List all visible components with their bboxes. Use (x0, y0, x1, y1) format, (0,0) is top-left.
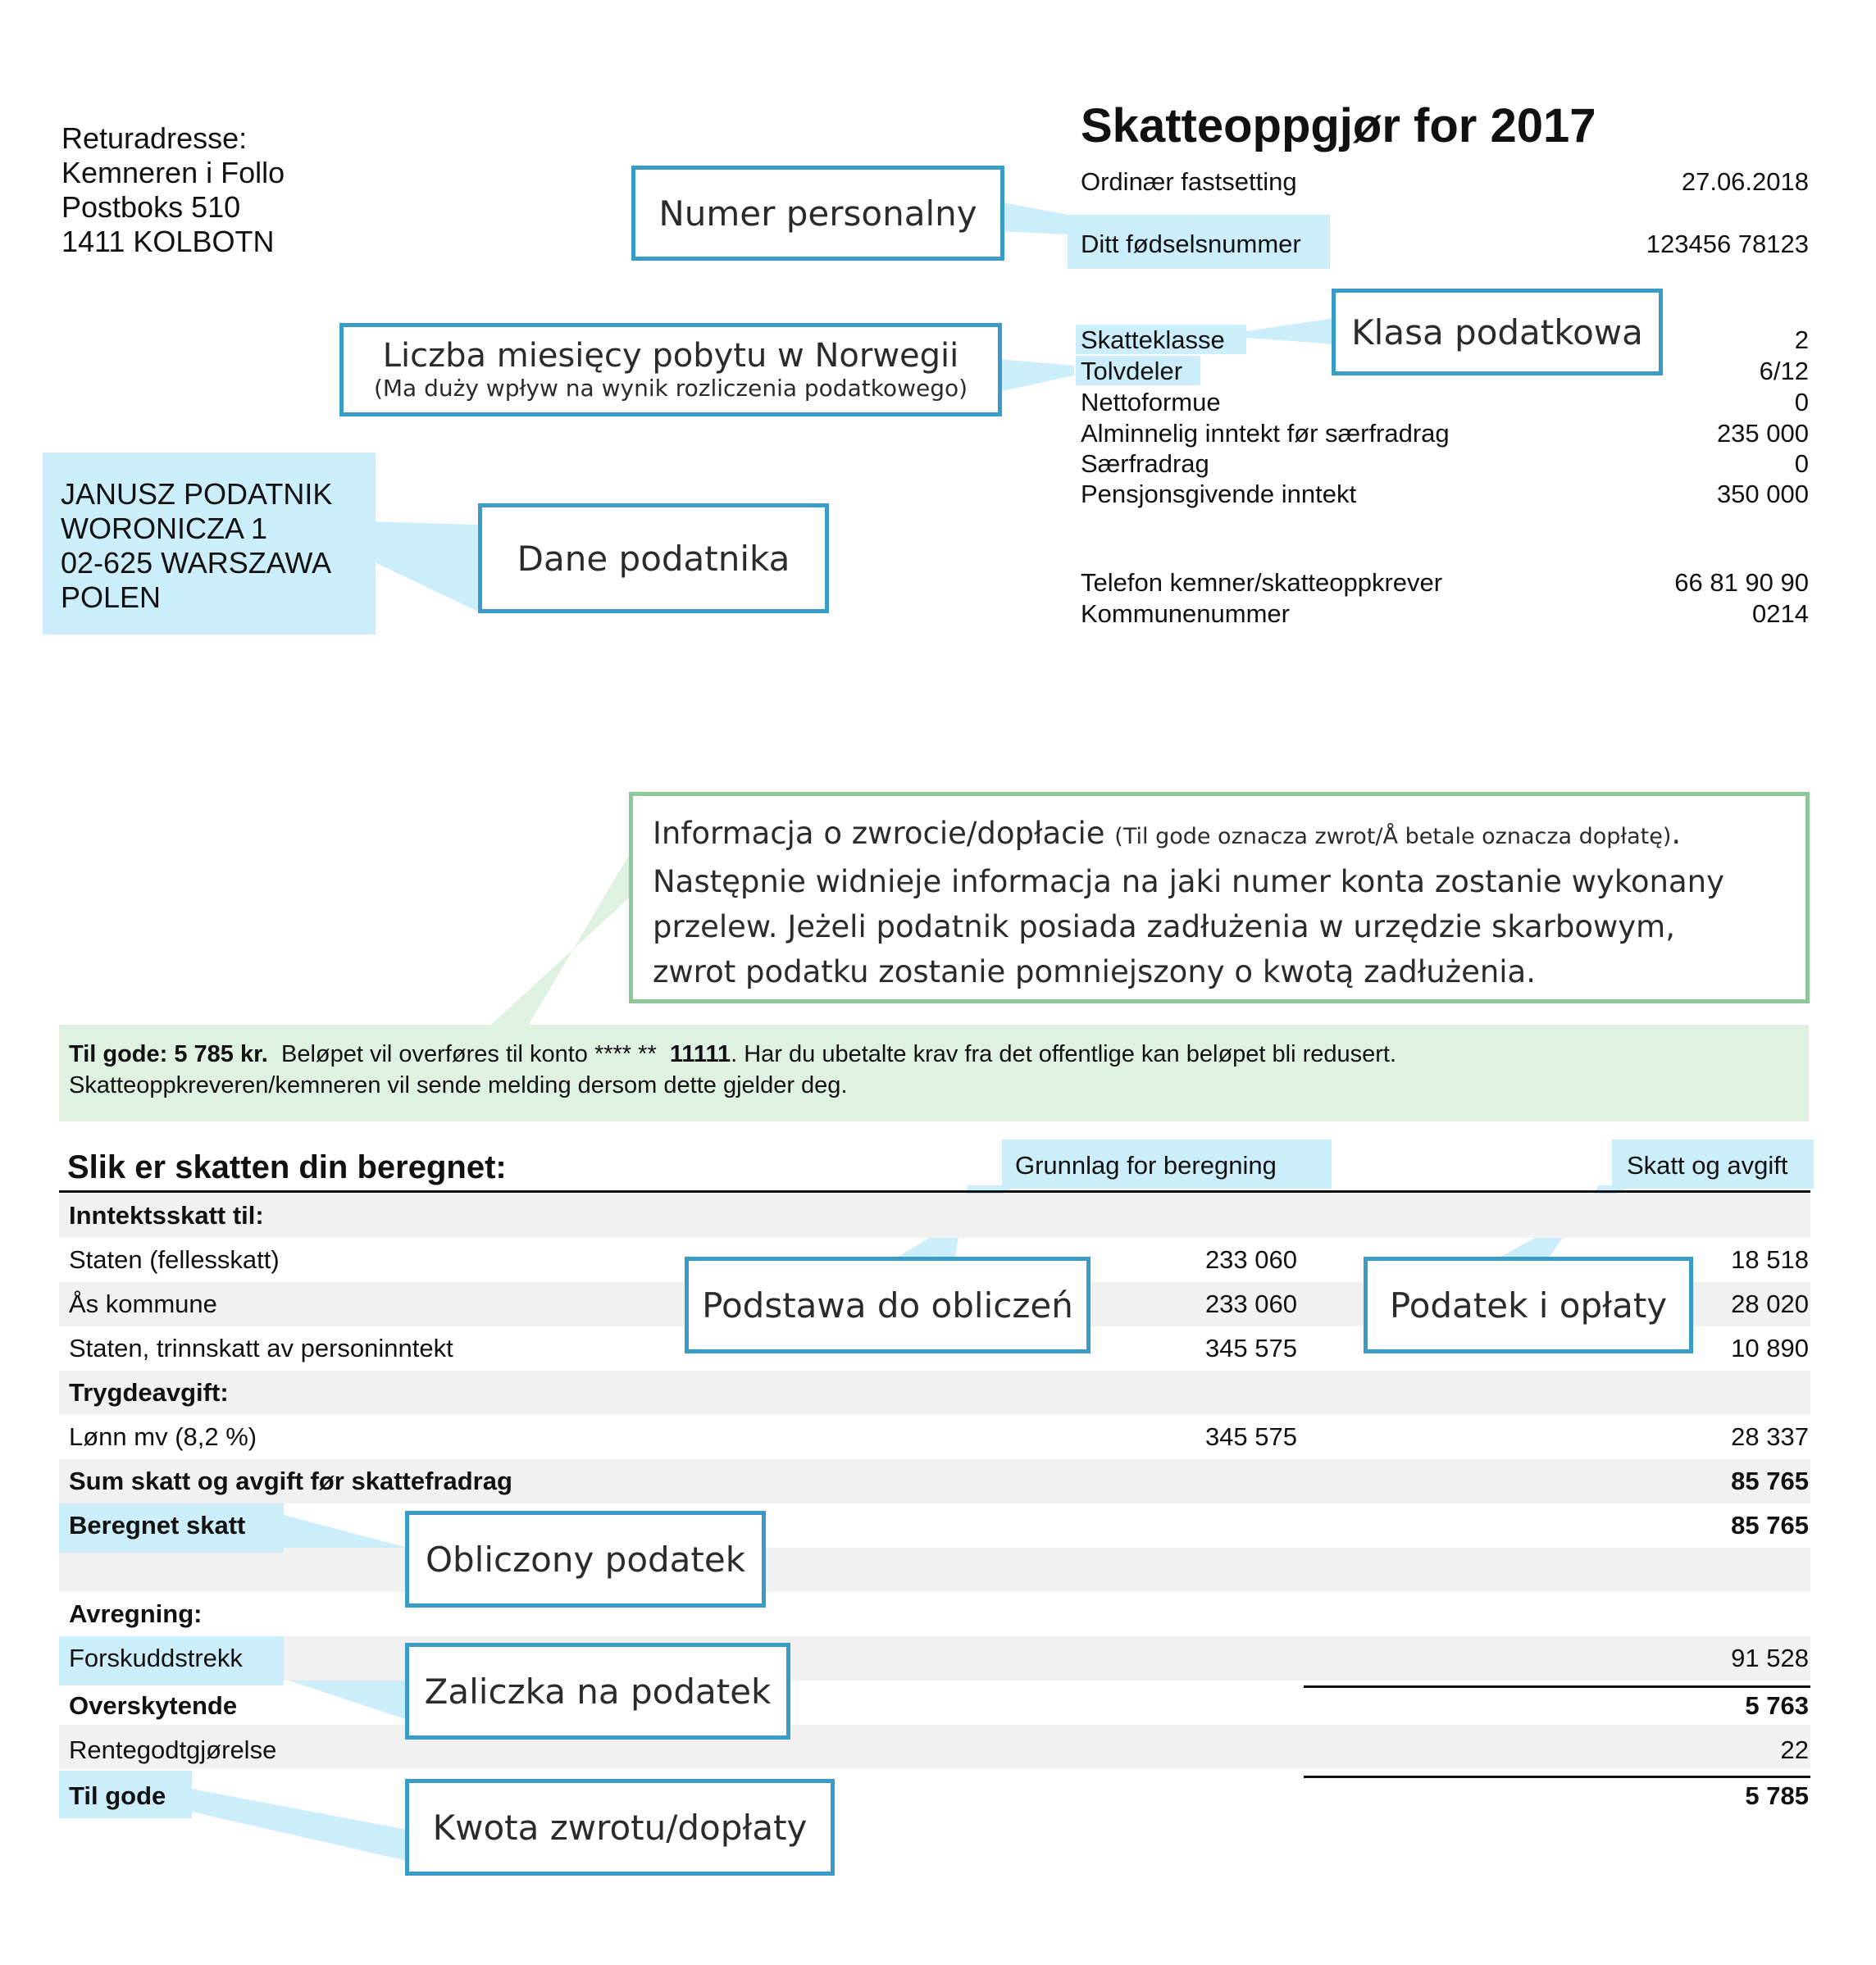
callout-text: Kwota zwrotu/dopłaty (432, 1807, 808, 1848)
taxpayer-country: POLEN (61, 580, 162, 614)
info-label: Særfradrag (1081, 449, 1209, 478)
connector-tax-class (1246, 318, 1335, 344)
info-label: Skatteklasse (1081, 325, 1225, 354)
row-amount: 18 518 (1731, 1245, 1809, 1274)
table-row (59, 1548, 1810, 1592)
callout-period: . (1671, 816, 1682, 851)
column-header-basis: Grunnlag for beregning (1015, 1151, 1277, 1180)
row-label: Overskytende (69, 1691, 238, 1720)
callout-personal-number (631, 166, 1004, 261)
callout-text: Podstawa do obliczeń (702, 1285, 1073, 1326)
refund-notice-amount: Til gode: 5 785 kr. (69, 1041, 268, 1067)
info-value: 350 000 (1716, 480, 1809, 508)
row-label: Forskuddstrekk (69, 1644, 243, 1672)
info-label: Alminnelig inntekt før særfradrag (1081, 419, 1450, 448)
column-header-tax: Skatt og avgift (1627, 1151, 1788, 1180)
birth-number-label: Ditt fødselsnummer (1081, 230, 1301, 258)
callout-advance-tax (405, 1643, 790, 1740)
row-amount: 22 (1780, 1735, 1809, 1764)
connector-taxpayer (361, 521, 478, 612)
return-address-line: Kemneren i Follo (61, 156, 285, 189)
assessment-date: 27.06.2018 (1681, 167, 1809, 196)
contact-value: 0214 (1752, 599, 1809, 628)
callout-taxpayer-data (478, 503, 829, 613)
row-amount: 28 337 (1731, 1422, 1809, 1451)
callout-months (339, 323, 1002, 416)
row-label: Staten, trinnskatt av personinntekt (69, 1334, 453, 1362)
return-address-line: 1411 KOLBOTN (61, 225, 275, 258)
callout-tax-and-fees (1364, 1257, 1693, 1353)
return-address-line: Postboks 510 (61, 190, 241, 224)
info-label: Pensjonsgivende inntekt (1081, 480, 1357, 508)
row-label: Staten (fellesskatt) (69, 1245, 280, 1274)
callout-text: Podatek i opłaty (1389, 1285, 1668, 1326)
row-amount: 5 785 (1745, 1781, 1809, 1810)
callout-computed-tax (405, 1511, 766, 1608)
callout-refund-info (629, 792, 1810, 1003)
row-amount: 5 763 (1745, 1691, 1809, 1720)
refund-notice-account: 11111 (669, 1041, 731, 1067)
row-label: Til gode (69, 1781, 166, 1810)
callout-calc-basis (685, 1257, 1091, 1353)
row-basis: 233 060 (1204, 1245, 1297, 1274)
info-label: Tolvdeler (1081, 357, 1183, 385)
callout-text: Klasa podatkowa (1351, 312, 1643, 353)
callout-note: (Ma duży wpływ na wynik rozliczenia podatkowego) (373, 375, 968, 402)
callout-text: Numer personalny (658, 193, 977, 234)
total-rule (1304, 1776, 1810, 1778)
table-row (59, 1725, 1810, 1769)
callout-text: Zaliczka na podatek (424, 1671, 772, 1712)
subtotal-rule (1304, 1685, 1810, 1688)
callout-tax-class (1332, 289, 1663, 375)
row-label: Ås kommune (69, 1290, 217, 1318)
callout-text: zwrot podatku zostanie pomniejszony o kwotą zadłużenia. (653, 954, 1536, 989)
callout-text: Następnie widnieje informacja na jaki numer konta zostanie wykonany (653, 864, 1724, 899)
row-amount: 10 890 (1731, 1334, 1809, 1362)
row-label: Sum skatt og avgift før skattefradrag (69, 1467, 512, 1495)
callout-note: (Til gode oznacza zwrot/Å betale oznacza dopłatę) (1114, 824, 1672, 849)
row-label: Lønn mv (8,2 %) (69, 1422, 257, 1451)
return-address-label: Returadresse: (61, 121, 248, 155)
contact-label: Kommunenummer (1081, 599, 1290, 628)
refund-notice-text: . Har du ubetalte krav fra det offentlige kan beløpet bli redusert. (731, 1041, 1397, 1067)
callout-text: Dane podatnika (517, 538, 790, 579)
table-row (59, 1371, 1810, 1415)
taxpayer-name: JANUSZ PODATNIK (61, 477, 333, 511)
taxpayer-street: WORONICZA 1 (61, 512, 268, 545)
table-row (59, 1636, 1810, 1681)
callout-text: Obliczony podatek (425, 1539, 746, 1580)
info-value: 235 000 (1716, 419, 1809, 448)
birth-number-value: 123456 78123 (1646, 230, 1809, 258)
refund-notice-text: Beløpet vil overføres til konto **** ** (280, 1041, 657, 1067)
table-row (59, 1194, 1810, 1238)
callout-text: Informacja o zwrocie/dopłacie (653, 816, 1105, 851)
info-label: Nettoformue (1081, 388, 1221, 416)
info-value: 2 (1794, 325, 1809, 354)
row-label: Rentegodtgjørelse (69, 1735, 277, 1764)
connector-refund-amount (191, 1789, 408, 1861)
row-label: Inntektsskatt til: (69, 1201, 264, 1230)
row-basis: 345 575 (1204, 1334, 1297, 1362)
refund-notice-line (69, 1041, 1396, 1068)
row-label: Trygdeavgift: (69, 1378, 229, 1407)
taxpayer-city: 02-625 WARSZAWA (61, 546, 332, 580)
callout-refund-amount (405, 1779, 835, 1876)
connector-personal-number (999, 202, 1068, 234)
row-amount: 28 020 (1731, 1290, 1809, 1318)
contact-value: 66 81 90 90 (1674, 568, 1809, 597)
info-value: 0 (1794, 388, 1809, 416)
callout-text: przelew. Jeżeli podatnik posiada zadłużenia w urzędzie skarbowym, (653, 909, 1675, 944)
callout-text: Liczba miesięcy pobytu w Norwegii (382, 337, 959, 375)
row-amount: 91 528 (1731, 1644, 1809, 1672)
connector-months (999, 359, 1074, 392)
info-value: 6/12 (1759, 357, 1809, 385)
refund-notice-line2: Skatteoppkreveren/kemneren vil sende melding dersom dette gjelder deg. (69, 1072, 848, 1098)
assessment-label: Ordinær fastsetting (1081, 167, 1297, 196)
calc-table-heading: Slik er skatten din beregnet: (67, 1149, 507, 1185)
row-label: Avregning: (69, 1599, 203, 1628)
row-basis: 345 575 (1204, 1422, 1297, 1451)
info-value: 0 (1794, 449, 1809, 478)
row-label: Beregnet skatt (69, 1511, 246, 1540)
row-basis: 233 060 (1204, 1290, 1297, 1318)
page-title: Skatteoppgjør for 2017 (1081, 99, 1596, 152)
row-amount: 85 765 (1731, 1467, 1809, 1495)
row-amount: 85 765 (1731, 1511, 1809, 1540)
contact-label: Telefon kemner/skatteoppkrever (1081, 568, 1443, 597)
table-header-rule (59, 1190, 1810, 1193)
